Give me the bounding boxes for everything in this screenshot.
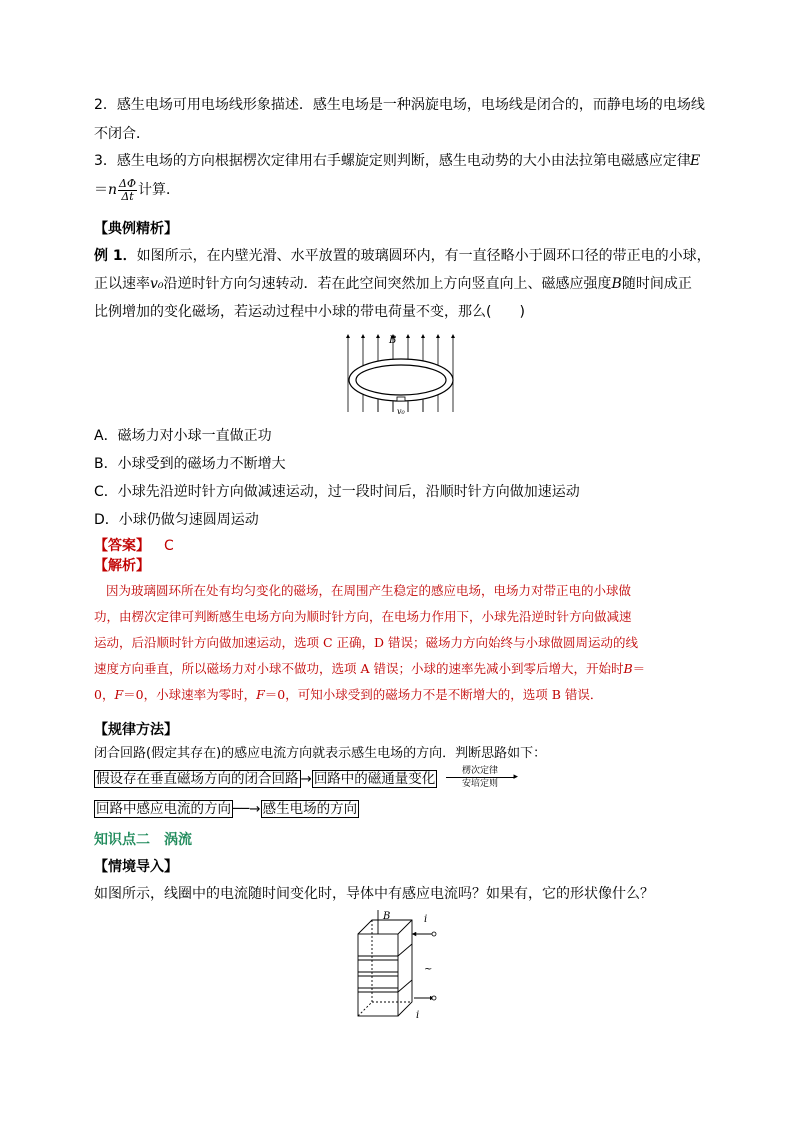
method-intro: 闭合回路(假定其存在)的感应电流方向就表示感生电场的方向．判断思路如下： (94, 746, 547, 761)
delta-phi-fraction: $\frac{\Delta\Phi}{\Delta t}$ (119, 176, 136, 203)
option-d: D．小球仍做匀速圆周运动 (94, 512, 259, 528)
ring-figure (336, 330, 466, 418)
option-a: A．磁场力对小球一直做正功 (94, 428, 272, 444)
ac-source-symbol: ~ (424, 964, 433, 975)
example-line-1: 例 1．如图所示，在内壁光滑、水平放置的玻璃圆环内，有一直径略小于圆环口径的带正电的小球， (94, 248, 711, 264)
glass-ring-inner (356, 365, 446, 395)
charged-ball (397, 397, 405, 401)
terminal-top (432, 932, 436, 936)
analysis-text: 因为玻璃圆环所在处有均匀变化的磁场，在周围产生稳定的感应电场，电场力对带正电的小球做 功，由楞次定律可判断感生电场方向为顺时针方向，在电场力作用下，小球先沿逆时针方向做减速 运动，后沿顺时针方向做加速运动，选项 C 正确，D 错误；磁场力方向始终与小球做圆周运动的线 速度方向垂直，所以磁场力对小球不做功，选项 A 错误；小球的速率先减小到零后增大，开始时B＝ 0，F＝0，小球速率为零时，F＝0，可知小球受到的磁场力不是不断增大的，选项 B 错误． (94, 583, 646, 702)
example-line-2: 正以速率v₀沿逆时针方向匀速转动．若在此空间突然加上方向竖直向上、磁感应强度B随时间成正 (94, 276, 692, 292)
option-c: C．小球先沿逆时针方向做减速运动，过一段时间后，沿顺时针方向做加速运动 (94, 484, 580, 500)
flow-box-hypothesis: 假设存在垂直磁场方向的闭合回路 (96, 771, 299, 787)
method-heading: 【规律方法】 (94, 722, 178, 738)
flow-box-flux-change: 回路中的磁通量变化 (313, 771, 436, 787)
method-flow-row-1 (94, 769, 437, 789)
section-title: 知识点二 涡流 (94, 832, 192, 848)
method-flow-row-2 (94, 799, 359, 819)
analysis-label: 【解析】 (94, 558, 150, 574)
answer: 【答案】 C (94, 538, 174, 554)
example-heading: 【典例精析】 (94, 221, 178, 237)
flow-arrow-2: ──→ (233, 801, 261, 817)
flow-arrow: → (300, 771, 312, 787)
conductor-block (358, 920, 412, 1016)
flow-labeled-arrow: 楞次定律 ▸ 安培定则 (446, 766, 514, 789)
point-3-line-1: 3．感生电场的方向根据楞次定律用右手螺旋定则判断，感生电动势的大小由法拉第电磁感应定律 (94, 153, 691, 169)
option-b: B．小球受到的磁场力不断增大 (94, 456, 286, 472)
flow-box-electric-field: 感生电场的方向 (262, 801, 358, 817)
scenario-text: 如图所示，线圈中的电流随时间变化时，导体中有感应电流吗？如果有，它的形状像什么？ (94, 886, 654, 902)
example-line-3: 比例增加的变化磁场，若运动过程中小球的带电荷量不变，那么( ) (94, 304, 525, 320)
point-3-line-2: ＝n $\frac{\Delta\Phi}{\Delta t}$ 计算． (94, 176, 180, 203)
coil-windings (358, 944, 412, 992)
coil-label-i-top: i (424, 914, 428, 925)
fig-label-v0: v₀ (397, 407, 405, 416)
coil-label-i-bottom: i (416, 1010, 420, 1021)
point-2-line-1: 2．感生电场可用电场线形象描述．感生电场是一种涡旋电场，电场线是闭合的，而静电场的电场线 (94, 97, 705, 113)
coil-label-B: B (383, 911, 391, 922)
point-3-E: E (690, 153, 701, 169)
flow-box-induced-current: 回路中感应电流的方向 (96, 801, 231, 817)
terminal-bottom (432, 996, 436, 1000)
scenario-heading: 【情境导入】 (94, 859, 178, 875)
coil-figure (352, 908, 446, 1024)
point-2-line-2: 不闭合． (94, 126, 150, 142)
fig-label-B: B (389, 335, 397, 346)
